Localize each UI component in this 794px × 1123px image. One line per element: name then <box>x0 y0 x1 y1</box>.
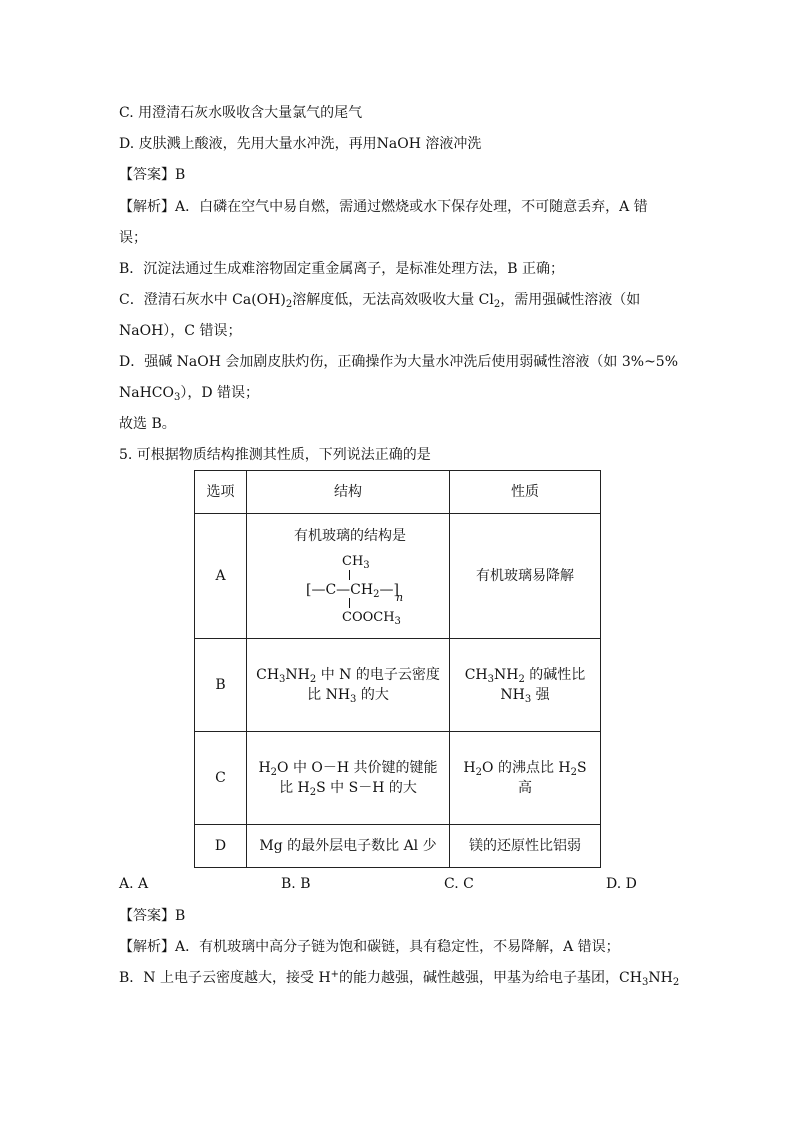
analysis2-b-sub2: 2 <box>672 977 680 988</box>
analysis2-a: 【解析】A．有机玻璃中高分子链为饱和碳链，具有稳定性，不易降解，A 错误； <box>119 939 620 955</box>
question-table <box>194 470 601 868</box>
header-property: 性质 <box>450 471 601 514</box>
table-row-b <box>195 639 601 732</box>
row-b-property-line2: $NH_3$ 强 <box>500 687 550 705</box>
analysis-c-part2: 溶解度低，无法高效吸收大量 Cl <box>292 292 494 308</box>
table-row-c <box>195 732 601 825</box>
header-structure: 结构 <box>247 471 450 514</box>
row-c-property <box>450 732 601 825</box>
row-c-property-line1: $H_2O$ 的沸点比 $H_2S$ <box>463 760 587 778</box>
bond-down <box>349 598 350 608</box>
analysis2-b-sup: + <box>330 969 340 980</box>
row-c-structure-line2: 比 $H_2S$ 中 S－H 的大 <box>279 780 417 798</box>
analysis-a-line1: 【解析】A．白磷在空气中易自燃，需通过燃烧或水下保存处理，不可随意丢弃，A 错 <box>119 199 648 215</box>
analysis-d-part1: NaHCO <box>119 385 174 401</box>
analysis-a-line2: 误； <box>119 230 147 246</box>
degree-n: n <box>396 591 404 604</box>
row-b-structure-line2: 比 $NH_3$ 的大 <box>307 687 389 705</box>
analysis-c-part1: C．澄清石灰水中 Ca(OH) <box>119 292 286 308</box>
row-c-structure-line1: $H_2O$ 中 O－H 共价键的键能 <box>258 760 438 778</box>
row-b-option: B <box>195 639 247 732</box>
row-c-property-line2: 高 <box>518 780 532 796</box>
answer2-label: 【答案】B <box>119 908 186 924</box>
repeat-unit: $[—C—CH_2—]$ <box>306 582 399 600</box>
option-d-text: D. 皮肤溅上酸液，先用大量水冲洗，再用NaOH 溶液冲洗 <box>119 136 482 152</box>
row-b-structure-line1: $CH_3NH_2$ 中 N 的电子云密度 <box>256 667 440 685</box>
conclusion: 故选 B。 <box>119 416 176 432</box>
analysis2-b-part2: 的能力越强，碱性越强，甲基为给电子基团，CH <box>339 970 642 986</box>
row-b-structure <box>247 639 450 732</box>
row-d-option: D <box>195 825 247 868</box>
analysis-b: B．沉淀法通过生成难溶物固定重金属离子，是标准处理方法，B 正确； <box>119 261 565 277</box>
row-b-property <box>450 639 601 732</box>
option-c-text: C. 用澄清石灰水吸收含大量氯气的尾气 <box>119 105 363 121</box>
row-d-structure: Mg 的最外层电子数比 Al 少 <box>247 825 450 868</box>
analysis-d-line1: D．强碱 NaOH 会加剧皮肤灼伤，正确操作为大量水冲洗后使用弱碱性溶液（如 3%~5% <box>119 354 679 370</box>
row-c-structure <box>247 732 450 825</box>
analysis-d-part2: ），D 错误； <box>180 385 260 401</box>
analysis2-b-part3: NH <box>648 970 673 986</box>
analysis-c-sub1: 2 <box>285 299 293 310</box>
row-a-option: A <box>195 514 247 639</box>
pmma-structure <box>248 522 448 630</box>
analysis-c-sub2: 2 <box>493 299 501 310</box>
analysis-c-part3: ，需用强碱性溶液（如 <box>500 292 641 308</box>
analysis-c-line2: NaOH），C 错误； <box>119 323 242 339</box>
methyl-group: $CH_3$ <box>342 554 370 571</box>
bond-up <box>349 570 350 580</box>
answer-label: 【答案】B <box>119 167 186 183</box>
header-option: 选项 <box>195 471 247 514</box>
structure-caption: 有机玻璃的结构是 <box>294 528 406 544</box>
ester-group: $COOCH_3$ <box>342 610 401 627</box>
analysis-d-sub: 3 <box>174 392 181 403</box>
table-row-a <box>195 514 601 639</box>
option-d: D. D <box>606 876 637 892</box>
analysis2-b-sub1: 3 <box>641 977 649 988</box>
option-a: A. A <box>119 876 149 892</box>
option-b: B. B <box>281 876 311 892</box>
analysis-c-line1 <box>119 291 640 309</box>
table-row-d <box>195 825 601 868</box>
question-5-stem: 5. 可根据物质结构推测其性质，下列说法正确的是 <box>119 447 431 463</box>
row-d-property: 镁的还原性比铝弱 <box>450 825 601 868</box>
analysis2-b-part1: B．N 上电子云密度越大，接受 H <box>119 970 331 986</box>
row-a-structure <box>247 514 450 639</box>
analysis2-b <box>119 969 679 987</box>
row-c-option: C <box>195 732 247 825</box>
table-header-row <box>195 471 601 514</box>
analysis-d-line2 <box>119 384 259 402</box>
option-c: C. C <box>444 876 474 892</box>
row-b-property-line1: $CH_3NH_2$ 的碱性比 <box>464 667 586 685</box>
row-a-property: 有机玻璃易降解 <box>450 514 601 639</box>
